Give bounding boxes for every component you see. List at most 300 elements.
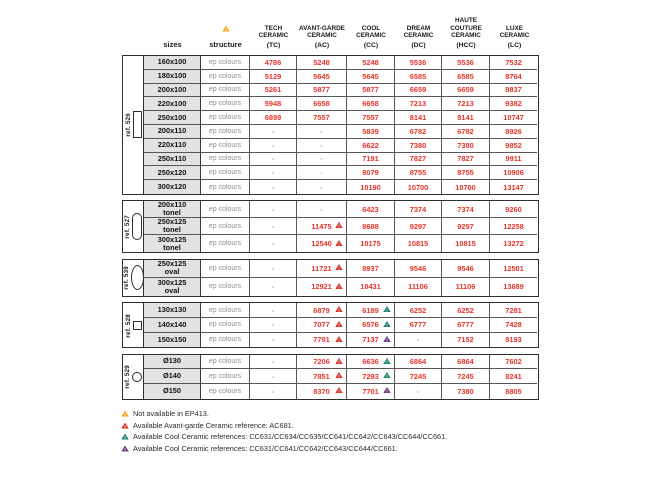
price-cell [297,97,347,111]
price-value: 7380 [409,140,427,150]
price-value: 6777 [457,320,474,330]
size-value: Ø130 [162,356,182,366]
price-cell [347,125,395,139]
price-value: 7557 [362,113,379,123]
size-cell [144,201,201,218]
structure-cell: ep colours [201,139,250,153]
price-cell [250,125,297,139]
price-value: 9911 [505,154,522,164]
price-cell [395,56,442,70]
column-name-line: HAUTE [454,17,477,25]
price-cell [297,369,347,384]
price-cell [297,201,347,218]
price-cell [297,333,347,348]
price-value: 9546 [457,263,474,273]
warning-icon-red [335,372,343,381]
ref-label: ref. 527 [124,215,131,239]
column-code: (DC) [411,42,426,49]
warning-icon-red [335,387,343,396]
price-cell [395,139,442,153]
price-value: 5536 [409,57,427,67]
warning-icon-red [335,357,343,366]
size-value: 250x125 [157,259,187,269]
teal-warning-icon [383,372,391,379]
price-value: 6585 [409,71,427,81]
price-value: 5248 [362,57,379,67]
svg-text:!: ! [386,373,388,379]
price-cell [297,218,347,235]
price-cell [395,218,442,235]
price-cell [490,166,537,180]
price-value: - [271,305,275,315]
price-cell [297,260,347,278]
header-column-tc [250,10,297,52]
ref-cell [123,355,144,399]
warning-icon-teal [383,306,391,315]
ref-label: ref. 526 [124,113,132,137]
price-cell [490,303,537,318]
price-cell [297,153,347,167]
size-value: 250x125 [157,218,187,227]
column-code: (HCC) [456,42,476,49]
svg-text:!: ! [338,224,340,229]
price-cell [395,201,442,218]
size-sub: oval [164,267,180,277]
ref-cell [123,303,144,347]
price-value: 7213 [457,99,474,109]
price-value: 6659 [457,85,474,95]
column-name-line: CERAMIC [403,32,434,40]
warning-icon-red [335,335,343,344]
size-group-526 [122,55,539,195]
price-cell [250,111,297,125]
price-cell [395,97,442,111]
price-cell [442,97,490,111]
price-cell [347,153,395,167]
price-value: - [271,282,275,292]
square-shape-icon [133,321,142,330]
price-cell [347,260,395,278]
svg-text:!: ! [386,359,388,365]
svg-text:!: ! [386,307,388,313]
price-value: 7791 [313,335,330,345]
column-name [500,25,530,40]
table-header [122,10,539,52]
red-warning-icon [335,222,343,229]
price-cell [490,369,537,384]
structure-cell: ep colours [201,84,250,98]
column-name-line: COOL [361,24,381,32]
price-value: - [271,168,275,178]
warning-icon-purple [383,335,391,344]
structure-cell: ep colours [201,333,250,348]
price-cell [442,84,490,98]
footnote-yellow [121,408,641,420]
size-cell [144,125,201,139]
price-cell [442,384,490,399]
circle-shape-icon [132,372,142,382]
price-cell [250,139,297,153]
size-value: 140x140 [157,319,187,329]
size-cell [144,369,201,384]
rows-grid [144,56,538,194]
price-cell [297,384,347,399]
price-cell [395,384,442,399]
structure-cell: ep colours [201,97,250,111]
structure-cell: ep colours [201,180,250,194]
size-value: Ø150 [162,386,182,396]
price-cell [250,166,297,180]
price-cell [347,318,395,333]
price-cell [250,260,297,278]
size-cell [144,333,201,348]
price-value: 12540 [311,239,332,249]
footnote-text: Not available in EP413. [133,409,209,419]
size-value: 160x100 [157,57,187,67]
price-cell [347,166,395,180]
warning-icon-red [335,264,343,273]
ref-label: ref. 528 [124,313,132,338]
svg-text:!: ! [124,412,126,418]
price-value: 13272 [503,239,524,249]
size-sub: tonel [163,242,181,252]
red-warning-icon [335,306,343,313]
price-value: - [271,126,275,136]
price-value: 7137 [362,335,379,345]
price-cell [490,201,537,218]
price-cell [442,153,490,167]
teal-warning-icon [383,357,391,364]
ref-label: ref. 539 [122,266,130,290]
size-value: 300x125 [157,277,187,287]
size-value: 300x125 [157,235,187,244]
price-cell [297,235,347,252]
column-name [299,25,345,40]
structure-cell: ep colours [201,303,250,318]
structure-cell: ep colours [201,355,250,370]
price-value: 7532 [505,57,522,67]
red-warning-icon [335,239,343,246]
size-sub: oval [164,285,180,295]
price-cell [442,201,490,218]
sizes-label: sizes [163,40,182,49]
rows-grid [144,355,538,399]
red-warning-icon [335,357,343,364]
size-cell [144,139,201,153]
warning-icon-red [335,282,343,291]
red-warning-icon [121,422,129,429]
price-value: 7602 [505,357,522,367]
price-cell [297,166,347,180]
column-name-line: AVANT-GARDE [299,24,345,32]
price-cell [395,303,442,318]
price-value: 8764 [505,71,522,81]
warning-icon-teal [383,320,391,329]
price-cell [442,355,490,370]
price-value: - [320,204,323,214]
svg-text:!: ! [338,373,340,379]
ref-label: ref. 529 [124,364,131,389]
price-cell [442,278,490,296]
price-cell [395,153,442,167]
teal-warning-icon [121,433,129,440]
column-code: (CC) [363,42,379,49]
price-value: 6782 [409,126,427,136]
price-value: 10431 [360,282,381,292]
price-value: 7281 [505,305,522,315]
price-cell [250,318,297,333]
price-value: 10815 [455,239,476,249]
ref-cell [123,201,144,252]
price-cell [442,333,490,348]
price-value: 8241 [505,371,522,381]
price-value: - [320,154,323,164]
column-name-line: CERAMIC [258,32,289,40]
price-cell [250,278,297,296]
teal-warning-icon [383,320,391,327]
price-value: 7701 [362,386,379,396]
size-group-539 [122,259,539,297]
column-name-line: DREAM [406,24,431,32]
rows-grid [144,303,538,347]
size-value: Ø140 [162,371,182,381]
price-value: - [271,335,275,345]
price-cell [395,180,442,194]
price-cell [395,278,442,296]
price-value: 8755 [409,168,427,178]
purple-warning-icon [121,445,129,452]
column-code: (LC) [507,42,522,49]
price-value: 11475 [311,221,332,231]
price-value: 5839 [362,126,379,136]
price-value: 13147 [503,182,524,192]
price-value: - [320,168,323,178]
red-warning-icon [335,387,343,394]
price-value: 6659 [409,85,427,95]
column-name-line: COUTURE [450,24,482,32]
price-value: 9260 [505,204,522,214]
rows-grid [144,260,538,296]
svg-text:!: ! [338,266,340,271]
groups [122,55,539,405]
price-value: 6864 [457,357,474,367]
footnote-text: Available Cool Ceramic references: CC631/CC641/CC642/CC643/CC644/CC661. [133,443,398,453]
price-value: 5536 [457,57,474,67]
structure-cell: ep colours [201,166,250,180]
price-cell [347,56,395,70]
price-cell [490,278,537,296]
column-name-line: LUXE [505,24,524,32]
price-cell [250,180,297,194]
warning-icon-red [335,306,343,315]
warning-icon-teal [383,357,391,366]
price-cell [347,278,395,296]
price-cell [490,180,537,194]
size-cell [144,180,201,194]
svg-text:!: ! [338,337,340,343]
svg-text:!: ! [124,423,126,429]
price-value: 7245 [457,371,474,381]
price-value: 7827 [409,154,427,164]
price-cell [395,70,442,84]
price-cell [250,56,297,70]
column-name [404,25,434,40]
price-value: 8805 [505,386,522,396]
structure-cell: ep colours [201,125,250,139]
rows-grid [144,201,538,252]
size-value: 200x110 [157,126,187,136]
price-value: 5248 [313,57,330,67]
column-name-line: TECH [264,24,283,32]
price-cell [442,125,490,139]
price-value: 5261 [264,85,282,95]
warning-icon-red [335,320,343,329]
price-value: 8755 [457,168,474,178]
price-value: 8937 [362,263,379,273]
header-sizes [144,10,201,52]
price-value: 7374 [457,204,474,214]
price-value: - [320,126,323,136]
price-value: 6423 [362,204,379,214]
price-value: 9297 [457,221,474,231]
column-code: (AC) [314,42,330,49]
size-cell [144,235,201,252]
yellow-warning-icon [121,410,129,417]
price-cell [250,153,297,167]
price-value: 7851 [313,371,330,381]
column-code: (TC) [266,42,281,49]
price-value: 6622 [362,140,379,150]
price-cell [250,333,297,348]
price-cell [347,235,395,252]
price-cell [297,125,347,139]
footnote-red [121,420,641,432]
footnote-purple [121,443,641,455]
size-cell [144,278,201,296]
price-value: 8926 [505,126,522,136]
footnote-text: Available Cool Ceramic references: CC631/CC634/CC635/CC641/CC642/CC643/CC644/CC661. [133,432,448,442]
size-cell [144,97,201,111]
size-cell [144,166,201,180]
size-group-528 [122,302,539,348]
price-cell [442,318,490,333]
size-value: 200x100 [157,84,187,94]
price-value: - [416,335,420,345]
price-cell [490,153,537,167]
size-value: 300x120 [157,182,187,191]
warning-icon-purple [383,387,391,396]
size-value: 150x150 [157,334,187,344]
size-group-529 [122,354,539,400]
price-cell [395,369,442,384]
price-cell [347,84,395,98]
warning-icon-red [335,222,343,231]
structure-cell: ep colours [201,56,250,70]
price-value: 10700 [407,182,429,192]
header-structure [201,10,250,52]
price-cell [347,303,395,318]
structure-cell: ep colours [201,278,250,296]
size-cell [144,260,201,278]
price-value: - [320,182,323,192]
price-cell [297,111,347,125]
price-cell [490,139,537,153]
svg-text:!: ! [338,241,340,247]
price-cell [250,97,297,111]
price-cell [395,111,442,125]
column-name [450,17,482,39]
price-cell [395,318,442,333]
price-value: 8079 [362,168,379,178]
size-sub: tonel [163,208,181,218]
price-value: 12258 [503,221,524,231]
column-name-line: CERAMIC [356,32,386,40]
price-cell [250,303,297,318]
price-cell [395,333,442,348]
svg-text:!: ! [338,388,340,394]
price-value: 5877 [313,85,330,95]
size-value: 180x100 [157,71,187,81]
price-value: 10906 [503,168,524,178]
price-value: 6636 [362,357,379,367]
price-cell [395,260,442,278]
red-warning-icon [335,320,343,327]
svg-text:!: ! [338,322,340,328]
price-cell [297,278,347,296]
purple-warning-icon [383,335,391,342]
structure-cell: ep colours [201,201,250,218]
price-value: - [271,386,275,396]
price-value: - [271,182,275,192]
warning-icon-red [335,239,343,248]
red-warning-icon [335,335,343,342]
structure-label: structure [209,40,242,49]
price-cell [347,111,395,125]
price-value: 7428 [505,320,522,330]
size-cell [144,111,201,125]
structure-cell: ep colours [201,153,250,167]
price-cell [442,369,490,384]
price-value: - [271,371,275,381]
price-value: 9297 [409,221,427,231]
ref-cell [123,260,144,296]
price-cell [347,180,395,194]
price-value: 8688 [362,221,379,231]
size-cell [144,153,201,167]
price-cell [395,355,442,370]
price-value: - [271,263,275,273]
size-value: 250x120 [157,167,187,177]
price-value: 10190 [360,182,381,192]
size-value: 220x110 [157,140,187,150]
price-cell [490,235,537,252]
price-cell [250,84,297,98]
price-value: 10175 [360,239,381,249]
price-cell [250,201,297,218]
structure-cell: ep colours [201,384,250,399]
price-value: 9382 [505,99,522,109]
price-value: 7206 [313,357,330,367]
price-cell [442,235,490,252]
svg-text:!: ! [338,284,340,290]
size-value: 250x110 [157,153,187,163]
price-value: 12921 [311,282,332,292]
size-cell [144,355,201,370]
teal-warning-icon [383,306,391,313]
price-cell [442,139,490,153]
price-cell [395,125,442,139]
price-cell [442,303,490,318]
